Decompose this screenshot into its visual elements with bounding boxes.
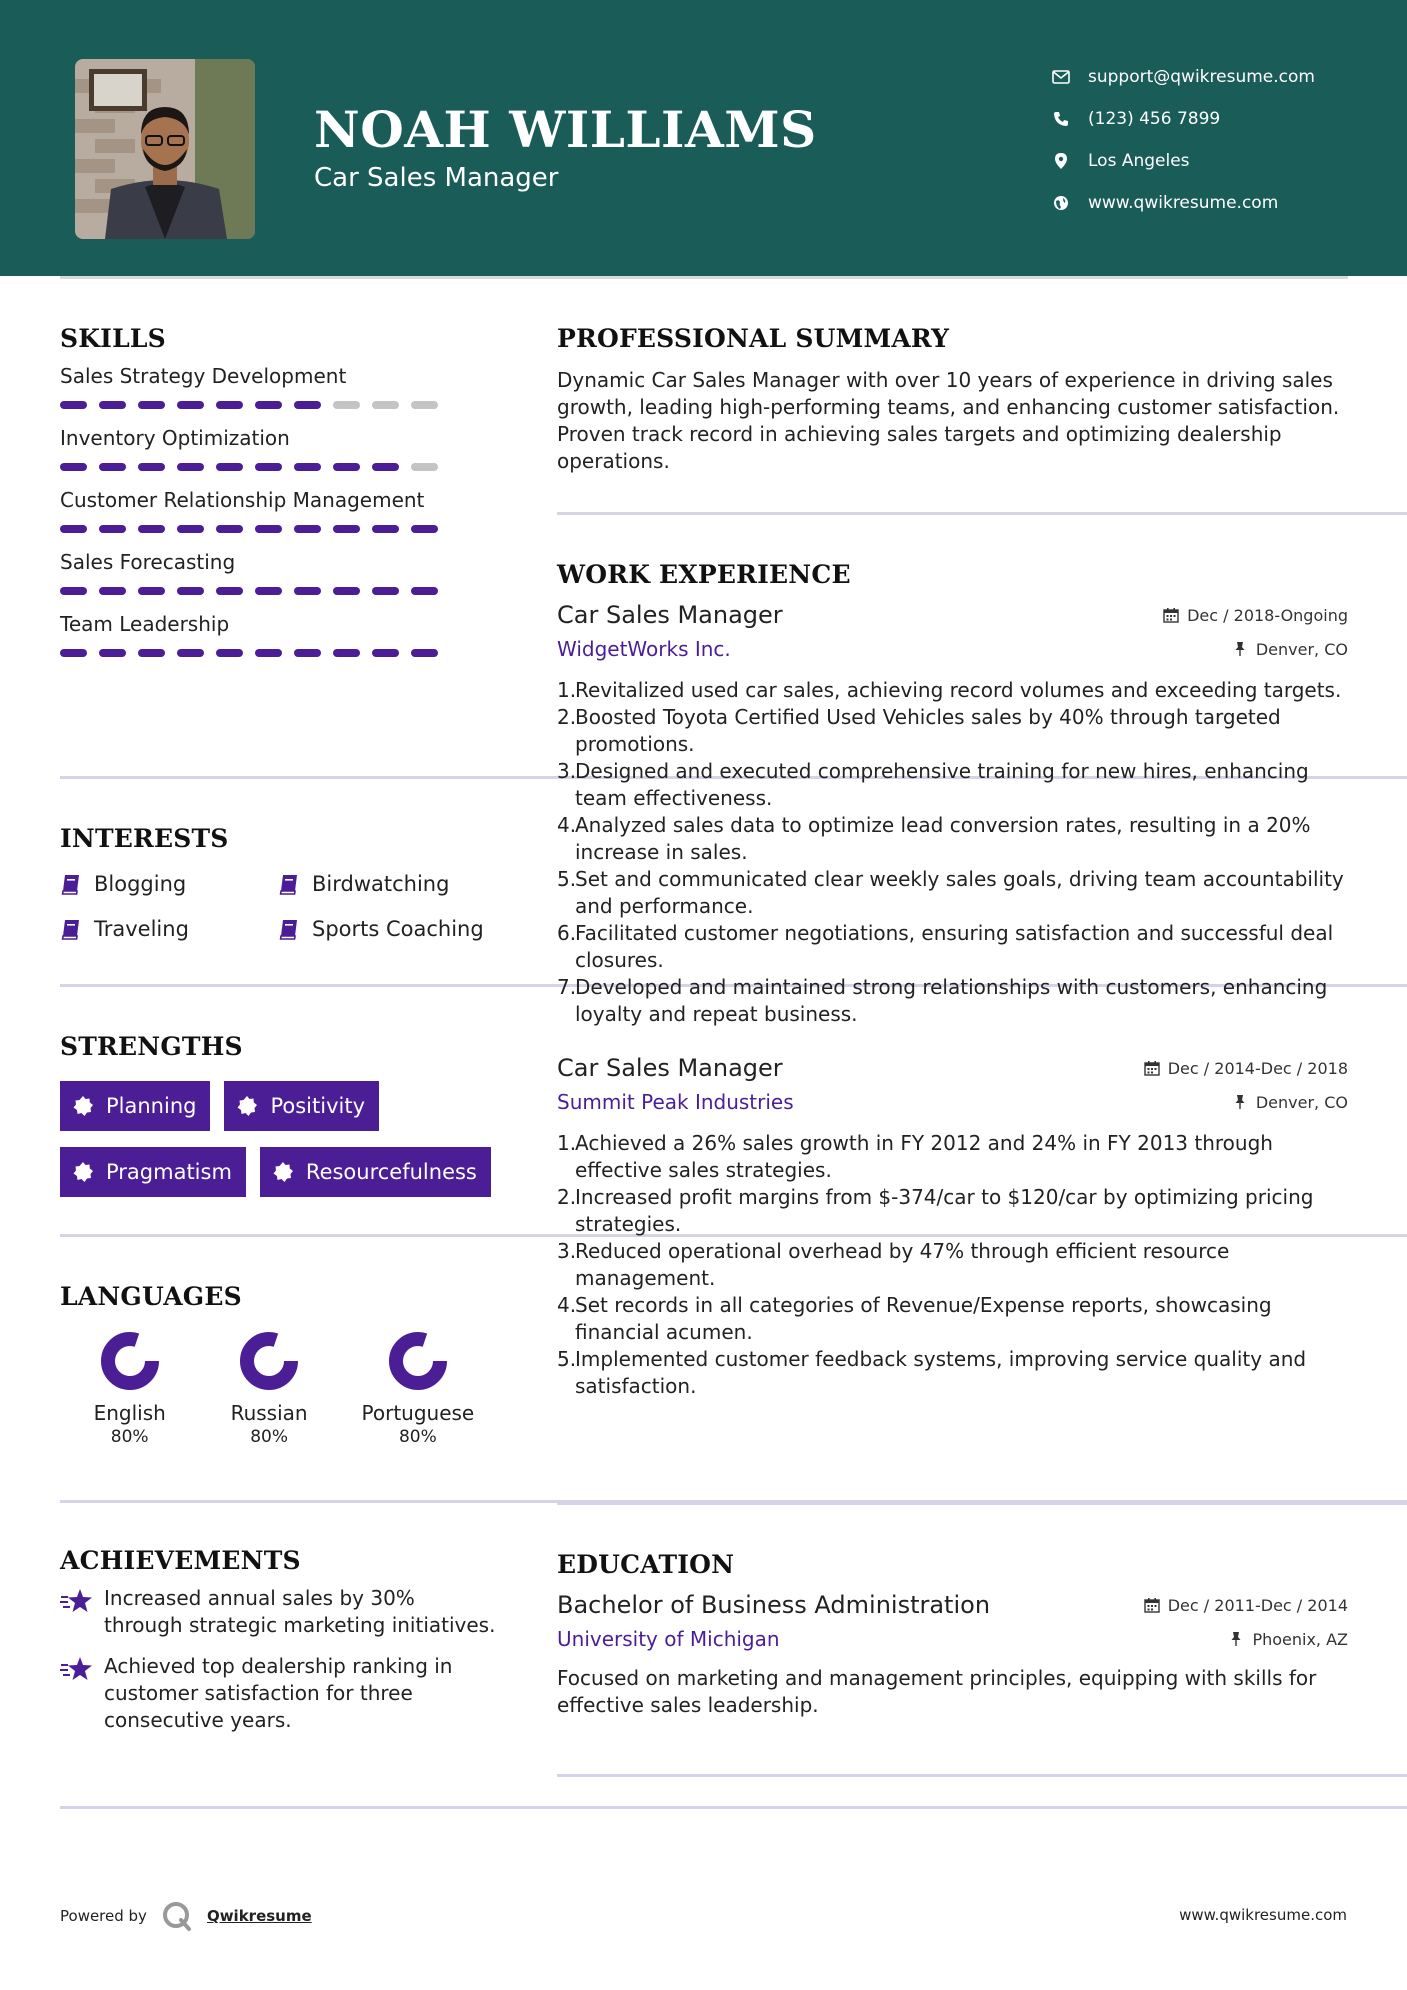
bullet-number: 5. bbox=[557, 867, 577, 891]
skill-level-dot bbox=[216, 463, 243, 471]
resume-header bbox=[0, 0, 1407, 276]
bullet-number: 1. bbox=[557, 1131, 577, 1155]
work-section bbox=[557, 560, 1348, 1400]
skill-level-dot bbox=[333, 587, 360, 595]
skill-level-dot bbox=[333, 649, 360, 657]
contact-list bbox=[1050, 56, 1315, 224]
bullet-text: Reduced operational overhead by 47% through efficient resource management. bbox=[575, 1239, 1230, 1290]
interests-list bbox=[60, 867, 497, 945]
location-pin-icon bbox=[1050, 150, 1072, 172]
contact-phone-text: (123) 456 7899 bbox=[1088, 109, 1221, 129]
book-icon bbox=[278, 873, 300, 895]
job-bullet bbox=[557, 920, 1348, 974]
language-value: 80% bbox=[250, 1427, 288, 1447]
job-bullet bbox=[557, 812, 1348, 866]
skill-level-dot bbox=[216, 587, 243, 595]
section-divider bbox=[557, 1774, 1407, 1777]
achievements-title: ACHIEVEMENTS bbox=[60, 1546, 301, 1575]
summary-title: PROFESSIONAL SUMMARY bbox=[557, 324, 950, 353]
contact-phone[interactable] bbox=[1050, 98, 1315, 140]
section-divider bbox=[60, 1806, 1407, 1809]
achievement-item bbox=[60, 1585, 497, 1639]
language-progress-arc bbox=[396, 1339, 440, 1383]
footer-url[interactable]: www.qwikresume.com bbox=[1179, 1906, 1347, 1924]
degree-name: Bachelor of Business Administration bbox=[557, 1591, 991, 1619]
bullet-text: Designed and executed comprehensive training for new hires, enhancing team effectiveness. bbox=[575, 759, 1309, 810]
skill-level-dots bbox=[60, 401, 497, 409]
work-title: WORK EXPERIENCE bbox=[557, 560, 851, 589]
job-bullet bbox=[557, 704, 1348, 758]
bullet-text: Achieved a 26% sales growth in FY 2012 and 24% in FY 2013 through effective sales strategies. bbox=[575, 1131, 1273, 1182]
strengths-title: STRENGTHS bbox=[60, 1032, 243, 1061]
candidate-name: NOAH WILLIAMS bbox=[314, 100, 817, 159]
job-date bbox=[1144, 1059, 1348, 1078]
bullet-number: 7. bbox=[557, 975, 577, 999]
calendar-icon bbox=[1144, 1597, 1160, 1613]
skill-level-dot bbox=[177, 649, 204, 657]
skill-level-dot bbox=[60, 649, 87, 657]
language-item bbox=[60, 1329, 199, 1447]
school-name: University of Michigan bbox=[557, 1627, 780, 1651]
skill-level-dot bbox=[60, 401, 87, 409]
skill-name: Team Leadership bbox=[60, 612, 230, 636]
job-entry bbox=[557, 1054, 1348, 1400]
job-bullet bbox=[557, 1292, 1348, 1346]
job-date bbox=[1163, 606, 1348, 625]
bullet-number: 4. bbox=[557, 813, 577, 837]
skill-level-dot bbox=[255, 401, 282, 409]
skill-name: Sales Strategy Development bbox=[60, 364, 347, 388]
strength-label: Positivity bbox=[270, 1094, 365, 1118]
skill-item bbox=[60, 485, 497, 533]
job-location bbox=[1232, 640, 1348, 659]
languages-title: LANGUAGES bbox=[60, 1282, 242, 1311]
badge-icon bbox=[236, 1095, 258, 1117]
education-entry bbox=[557, 1591, 1348, 1719]
education-description: Focused on marketing and management principles, equipping with skills for effective sales leadership. bbox=[557, 1666, 1317, 1717]
bullet-text: Analyzed sales data to optimize lead conversion rates, resulting in a 20% increase in sales. bbox=[575, 813, 1311, 864]
education-location-text: Phoenix, AZ bbox=[1252, 1629, 1348, 1649]
skill-level-dot bbox=[138, 587, 165, 595]
skills-list bbox=[60, 361, 497, 657]
language-progress-ring bbox=[386, 1329, 450, 1393]
skill-level-dot bbox=[177, 587, 204, 595]
interests-section bbox=[60, 824, 497, 945]
language-progress-arc bbox=[247, 1339, 291, 1383]
skill-level-dot bbox=[333, 463, 360, 471]
skill-item bbox=[60, 423, 497, 471]
bullet-number: 6. bbox=[557, 921, 577, 945]
skill-level-dot bbox=[255, 463, 282, 471]
skill-level-dot bbox=[60, 587, 87, 595]
skill-level-dot bbox=[177, 401, 204, 409]
strength-tag bbox=[60, 1147, 246, 1197]
language-progress-arc bbox=[108, 1339, 152, 1383]
skill-name: Sales Forecasting bbox=[60, 550, 236, 574]
language-item bbox=[199, 1329, 338, 1447]
strength-label: Planning bbox=[106, 1094, 197, 1118]
skill-level-dot bbox=[411, 587, 438, 595]
interest-label: Traveling bbox=[94, 916, 189, 941]
bullet-text: Implemented customer feedback systems, improving service quality and satisfaction. bbox=[575, 1347, 1307, 1398]
bullet-number: 1. bbox=[557, 678, 577, 702]
skill-level-dot bbox=[99, 463, 126, 471]
languages-section bbox=[60, 1282, 497, 1447]
job-title: Car Sales Manager bbox=[557, 601, 783, 629]
interest-label: Birdwatching bbox=[312, 871, 450, 896]
envelope-icon bbox=[1050, 66, 1072, 88]
language-progress-ring bbox=[237, 1329, 301, 1393]
achievement-item bbox=[60, 1653, 497, 1734]
section-divider bbox=[557, 512, 1407, 515]
qwikresume-logo-icon bbox=[161, 1900, 193, 1932]
strengths-list bbox=[60, 1081, 497, 1197]
company-name: WidgetWorks Inc. bbox=[557, 637, 731, 661]
contact-email-text: support@qwikresume.com bbox=[1088, 67, 1315, 87]
job-location-text: Denver, CO bbox=[1255, 639, 1348, 659]
skill-level-dot bbox=[294, 649, 321, 657]
skill-item bbox=[60, 361, 497, 409]
bullet-text: Set records in all categories of Revenue/Expense reports, showcasing financial acumen. bbox=[575, 1293, 1272, 1344]
skill-level-dot bbox=[177, 463, 204, 471]
skill-level-dot bbox=[138, 463, 165, 471]
skill-level-dot bbox=[60, 463, 87, 471]
job-bullet bbox=[557, 1346, 1348, 1400]
bullet-text: Boosted Toyota Certified Used Vehicles sales by 40% through targeted promotions. bbox=[575, 705, 1281, 756]
job-date-text: Dec / 2014-Dec / 2018 bbox=[1167, 1058, 1348, 1078]
book-icon bbox=[60, 918, 82, 940]
skill-level-dot bbox=[372, 401, 399, 409]
skill-level-dot bbox=[216, 401, 243, 409]
job-bullet bbox=[557, 974, 1348, 1028]
book-icon bbox=[278, 918, 300, 940]
achievement-text: Achieved top dealership ranking in customer satisfaction for three consecutive years. bbox=[104, 1654, 453, 1732]
job-bullet bbox=[557, 1238, 1348, 1292]
education-section bbox=[557, 1550, 1348, 1719]
language-value: 80% bbox=[110, 1427, 149, 1447]
job-location bbox=[1232, 1093, 1348, 1112]
skill-item bbox=[60, 547, 497, 595]
languages-list bbox=[60, 1329, 497, 1447]
company-name: Summit Peak Industries bbox=[557, 1090, 794, 1114]
skills-title: SKILLS bbox=[60, 324, 166, 353]
language-name: Russian bbox=[230, 1401, 308, 1425]
phone-icon bbox=[1050, 108, 1072, 130]
bullet-text: Set and communicated clear weekly sales goals, driving team accountability and performance. bbox=[575, 867, 1344, 918]
contact-location bbox=[1050, 140, 1315, 182]
skill-level-dot bbox=[99, 401, 126, 409]
badge-icon bbox=[72, 1161, 94, 1183]
summary-text: Dynamic Car Sales Manager with over 10 years of experience in driving sales growth, leading high-performing teams, and enhancing customer satisfaction. Proven track record in achieving sales targets and optimizing dealership operations. bbox=[557, 368, 1340, 473]
job-bullet bbox=[557, 866, 1348, 920]
skill-level-dot bbox=[138, 525, 165, 533]
bullet-text: Revitalized used car sales, achieving record volumes and exceeding targets. bbox=[575, 678, 1342, 702]
skill-level-dot bbox=[177, 525, 204, 533]
skill-level-dots bbox=[60, 587, 497, 595]
strengths-section bbox=[60, 1032, 497, 1197]
skill-level-dot bbox=[216, 525, 243, 533]
job-title: Car Sales Manager bbox=[557, 1054, 783, 1082]
bullet-number: 2. bbox=[557, 705, 577, 729]
badge-icon bbox=[272, 1161, 294, 1183]
skill-level-dot bbox=[372, 649, 399, 657]
skill-level-dot bbox=[255, 649, 282, 657]
skill-level-dot bbox=[255, 587, 282, 595]
skill-name: Customer Relationship Management bbox=[60, 488, 425, 512]
interest-item bbox=[278, 912, 496, 945]
language-name: Portuguese bbox=[361, 1401, 475, 1425]
interest-label: Sports Coaching bbox=[312, 916, 484, 941]
star-icon bbox=[60, 1587, 94, 1615]
skill-level-dot bbox=[411, 649, 438, 657]
skill-level-dot bbox=[294, 587, 321, 595]
skills-section bbox=[60, 324, 497, 671]
skill-level-dots bbox=[60, 649, 497, 657]
job-bullets bbox=[557, 1130, 1348, 1400]
contact-website-text: www.qwikresume.com bbox=[1088, 193, 1279, 213]
interest-label: Blogging bbox=[94, 871, 187, 896]
section-divider bbox=[557, 1502, 1407, 1505]
skill-level-dot bbox=[333, 525, 360, 533]
skill-level-dot bbox=[411, 525, 438, 533]
language-progress-ring bbox=[98, 1329, 162, 1393]
contact-email[interactable] bbox=[1050, 56, 1315, 98]
skill-level-dot bbox=[294, 401, 321, 409]
interest-item bbox=[60, 912, 278, 945]
bullet-text: Increased profit margins from $-374/car to $120/car by optimizing pricing strategies. bbox=[575, 1185, 1314, 1236]
skill-level-dots bbox=[60, 525, 497, 533]
skill-level-dot bbox=[216, 649, 243, 657]
language-name: English bbox=[93, 1401, 166, 1425]
job-bullet bbox=[557, 1184, 1348, 1238]
pushpin-icon bbox=[1232, 1094, 1248, 1110]
bullet-number: 5. bbox=[557, 1347, 577, 1371]
skill-name: Inventory Optimization bbox=[60, 426, 290, 450]
skill-level-dot bbox=[99, 649, 126, 657]
job-bullet bbox=[557, 1130, 1348, 1184]
skill-level-dot bbox=[294, 463, 321, 471]
skill-level-dot bbox=[372, 525, 399, 533]
education-date-text: Dec / 2011-Dec / 2014 bbox=[1167, 1595, 1348, 1615]
skill-level-dot bbox=[372, 587, 399, 595]
pushpin-icon bbox=[1228, 1631, 1244, 1647]
job-entry bbox=[557, 601, 1348, 1028]
interests-title: INTERESTS bbox=[60, 824, 229, 853]
bullet-number: 3. bbox=[557, 1239, 577, 1263]
bullet-number: 3. bbox=[557, 759, 577, 783]
footer-powered-by bbox=[60, 1900, 312, 1932]
book-icon bbox=[60, 873, 82, 895]
contact-location-text: Los Angeles bbox=[1088, 151, 1190, 171]
candidate-title: Car Sales Manager bbox=[314, 163, 559, 193]
education-location bbox=[1228, 1630, 1348, 1649]
skill-level-dot bbox=[333, 401, 360, 409]
language-value: 80% bbox=[398, 1427, 437, 1447]
star-icon bbox=[60, 1655, 94, 1683]
bullet-number: 4. bbox=[557, 1293, 577, 1317]
language-item bbox=[339, 1329, 497, 1447]
skill-level-dot bbox=[255, 525, 282, 533]
bullet-number: 2. bbox=[557, 1185, 577, 1209]
job-date-text: Dec / 2018-Ongoing bbox=[1187, 605, 1348, 625]
achievements-section bbox=[60, 1546, 497, 1734]
job-bullets bbox=[557, 677, 1348, 1028]
bullet-text: Facilitated customer negotiations, ensuring satisfaction and successful deal closures. bbox=[575, 921, 1334, 972]
skill-item bbox=[60, 609, 497, 657]
job-bullet bbox=[557, 758, 1348, 812]
skill-level-dot bbox=[60, 525, 87, 533]
skill-level-dot bbox=[411, 401, 438, 409]
pushpin-icon bbox=[1232, 641, 1248, 657]
skill-level-dot bbox=[372, 463, 399, 471]
summary-section bbox=[557, 324, 1348, 475]
skill-level-dot bbox=[99, 587, 126, 595]
strength-label: Pragmatism bbox=[106, 1160, 232, 1184]
skill-level-dot bbox=[294, 525, 321, 533]
skill-level-dot bbox=[138, 401, 165, 409]
globe-icon bbox=[1050, 192, 1072, 214]
badge-icon bbox=[72, 1095, 94, 1117]
contact-website[interactable] bbox=[1050, 182, 1315, 224]
strength-tag bbox=[60, 1081, 210, 1131]
skill-level-dot bbox=[99, 525, 126, 533]
strength-tag bbox=[260, 1147, 491, 1197]
bullet-text: Developed and maintained strong relationships with customers, enhancing loyalty and repeat business. bbox=[575, 975, 1328, 1026]
powered-by-label: Powered by bbox=[60, 1907, 147, 1925]
job-location-text: Denver, CO bbox=[1255, 1092, 1348, 1112]
education-title: EDUCATION bbox=[557, 1550, 735, 1579]
strength-label: Resourcefulness bbox=[305, 1160, 477, 1184]
job-bullet bbox=[557, 677, 1348, 704]
skill-level-dot bbox=[411, 463, 438, 471]
profile-photo bbox=[75, 59, 255, 239]
strength-tag bbox=[224, 1081, 379, 1131]
skill-level-dots bbox=[60, 463, 497, 471]
interest-item bbox=[60, 867, 278, 900]
skill-level-dot bbox=[138, 649, 165, 657]
interest-item bbox=[278, 867, 496, 900]
calendar-icon bbox=[1144, 1060, 1160, 1076]
calendar-icon bbox=[1163, 607, 1179, 623]
education-date bbox=[1144, 1596, 1348, 1615]
brand-link[interactable]: Qwikresume bbox=[206, 1907, 312, 1925]
header-divider bbox=[60, 276, 1348, 279]
achievement-text: Increased annual sales by 30% through strategic marketing initiatives. bbox=[104, 1586, 496, 1637]
